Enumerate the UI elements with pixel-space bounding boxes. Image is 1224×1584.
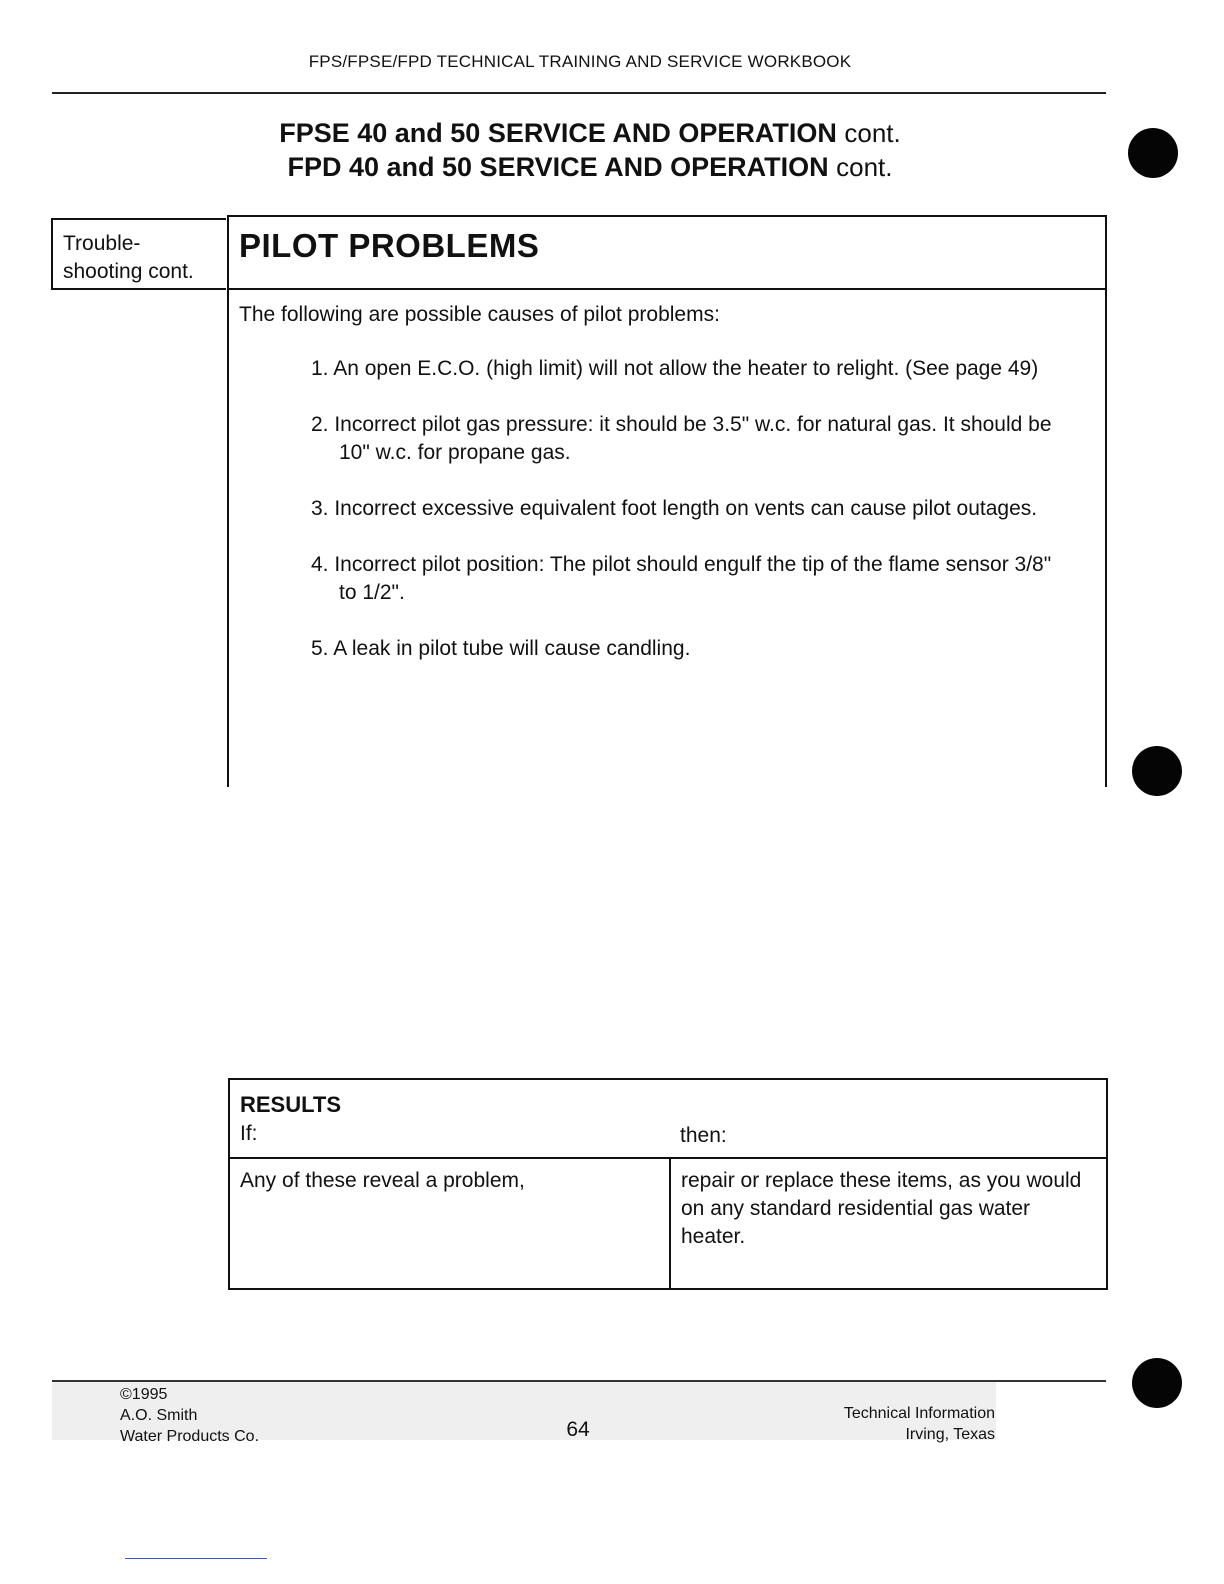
header-rule <box>52 92 1106 94</box>
title-fpd-suffix: cont. <box>836 152 893 182</box>
list-item: 5. A leak in pilot tube will cause candling. <box>311 637 691 660</box>
causes-list <box>311 355 1071 691</box>
section-header <box>229 217 1105 290</box>
results-column-divider <box>669 1159 671 1288</box>
sidebar-label-box <box>51 218 226 290</box>
results-if-label: If: <box>240 1122 258 1145</box>
footer-rule <box>52 1380 1106 1382</box>
title-fpse-text: FPSE 40 and 50 SERVICE AND OPERATION <box>279 118 837 148</box>
footer-left <box>120 1384 259 1447</box>
page-number: 64 <box>566 1418 590 1441</box>
footer-right-line-1: Technical Information <box>843 1405 995 1422</box>
page-title <box>200 116 980 184</box>
section-title: PILOT PROBLEMS <box>239 227 540 264</box>
results-title: RESULTS <box>240 1092 342 1117</box>
list-item: 3. Incorrect excessive equivalent foot length on vents can cause pilot outages. <box>311 497 1038 520</box>
results-condition: Any of these reveal a problem, <box>240 1169 525 1192</box>
footer-company-line-2: Water Products Co. <box>120 1428 260 1445</box>
list-item: 2. Incorrect pilot gas pressure: it should be 3.5" w.c. for natural gas. It should be 10" w.c. for propane gas. <box>311 413 1052 464</box>
footer-right <box>700 1403 995 1445</box>
title-line-fpse <box>200 116 980 150</box>
results-row <box>230 1159 1106 1288</box>
sidebar-label-line-2: shooting cont. <box>63 260 194 283</box>
section-intro: The following are possible causes of pilot problems: <box>239 303 720 326</box>
footer-company-line-1: A.O. Smith <box>120 1407 198 1424</box>
list-item: 4. Incorrect pilot position: The pilot should engulf the tip of the flame sensor 3/8" to 1/2". <box>311 553 1052 604</box>
results-action: repair or replace these items, as you would on any standard residential gas water heater. <box>681 1169 1082 1248</box>
title-fpd-text: FPD 40 and 50 SERVICE AND OPERATION <box>287 152 829 182</box>
results-table <box>228 1078 1108 1290</box>
binder-hole-bottom <box>1132 1358 1182 1408</box>
title-fpse-suffix: cont. <box>844 118 901 148</box>
results-header <box>230 1080 1106 1159</box>
title-line-fpd <box>200 150 980 184</box>
binder-hole-top <box>1128 128 1178 178</box>
bottom-link-rule <box>125 1558 267 1559</box>
results-then-label: then: <box>680 1124 727 1147</box>
sidebar-label-line-1: Trouble- <box>63 232 141 255</box>
pilot-problems-section <box>227 215 1107 787</box>
binder-hole-middle <box>1132 746 1182 796</box>
footer-copyright: ©1995 <box>120 1386 168 1403</box>
footer-right-line-2: Irving, Texas <box>905 1426 995 1443</box>
list-item: 1. An open E.C.O. (high limit) will not allow the heater to relight. (See page 49) <box>311 357 1039 380</box>
running-header: FPS/FPSE/FPD TECHNICAL TRAINING AND SERVICE WORKBOOK <box>308 52 852 71</box>
